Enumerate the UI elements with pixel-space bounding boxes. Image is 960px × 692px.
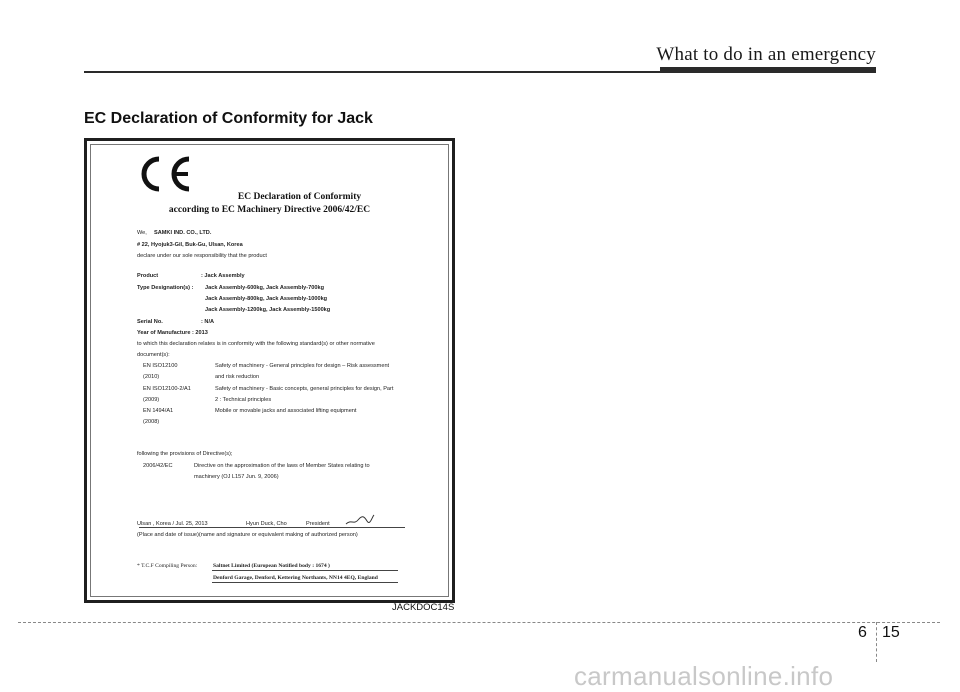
product-label: Product [137,273,159,279]
conformity-statement: document(s): [137,352,170,358]
provisions-statement: following the provisions of Directive(s); [137,451,233,457]
tcf-address: Denford Garage, Denford, Kettering Northants, NN14 4EQ, England [213,575,378,581]
standard-desc: Safety of machinery - Basic concepts, general principles for design, Part [215,386,394,392]
page-number: 15 [882,624,900,641]
tcf-label: * T.C.F Compiling Person: [137,563,198,569]
standard-desc: 2 : Technical principles [215,397,272,403]
signature-line [139,527,405,528]
page-heading: EC Declaration of Conformity for Jack [84,110,373,127]
sign-place-date: Ulsan , Korea / Jul. 25, 2013 [137,521,208,527]
footer-page-divider [876,622,877,662]
watermark: carmanualsonline.info [574,661,834,691]
declaration-statement: declare under our sole responsibility that the product [137,253,267,259]
declaration-document-image [84,138,455,603]
header-rule [84,71,664,73]
standard-code: (2010) [143,374,160,380]
signature-scribble-icon [345,513,375,527]
standard-desc: Safety of machinery - General principles for design – Risk assessment [215,363,390,369]
chapter-number: 6 [858,624,867,641]
footer-divider [18,622,940,623]
header-rule-accent [660,67,876,73]
tcf-rule [212,570,398,571]
type-label: Type Designation(s) : [137,285,194,291]
standard-desc: and risk reduction [215,374,260,380]
standard-desc: Mobile or movable jacks and associated lifting equipment [215,408,357,414]
signature-caption: (Place and date of issue)(name and signature or equivalent making of authorized person) [137,532,358,538]
standard-code: EN ISO12100-2/A1 [143,386,191,392]
type-value: Jack Assembly-1200kg, Jack Assembly-1500kg [205,307,331,313]
type-value: Jack Assembly-600kg, Jack Assembly-700kg [205,285,324,291]
ce-mark-icon [139,155,197,193]
tcf-rule [212,582,398,583]
directive-code: 2006/42/EC [143,463,173,469]
conformity-statement: to which this declaration relates is in conformity with the following standard(s) or other normative [137,341,375,347]
year-of-manufacture: Year of Manufacture : 2013 [137,330,208,336]
figure-code: JACKDOC14S [392,602,455,613]
signer-name: Hyun Duck, Cho [246,521,287,527]
standard-code: (2008) [143,419,160,425]
standard-code: EN 1494/A1 [143,408,174,414]
doc-title: EC Declaration of Conformity [237,192,362,202]
tcf-notified-body: Saltnet Limited (European Notified body : 1674 ) [213,563,330,569]
doc-subtitle: according to EC Machinery Directive 2006/42/EC [168,205,371,215]
declaration-document [90,144,449,597]
serial-label: Serial No. [137,319,163,325]
signer-title: President [306,521,330,527]
type-value: Jack Assembly-800kg, Jack Assembly-1000kg [205,296,328,302]
directive-desc: Directive on the approximation of the laws of Member States relating to [194,463,370,469]
standard-code: EN ISO12100 [143,363,178,369]
company-address: # 22, Hyojuk3-Gil, Buk-Gu, Ulsan, Korea [137,242,243,248]
serial-value: : N/A [201,319,215,325]
section-header-title: What to do in an emergency [656,44,876,65]
we-label: We, [137,230,147,236]
company-name: SAMKI IND. CO., LTD. [154,230,212,236]
product-value: : Jack Assembly [201,273,245,279]
standard-code: (2009) [143,397,160,403]
directive-desc: machinery (OJ L157 Jun. 9, 2006) [194,474,279,480]
